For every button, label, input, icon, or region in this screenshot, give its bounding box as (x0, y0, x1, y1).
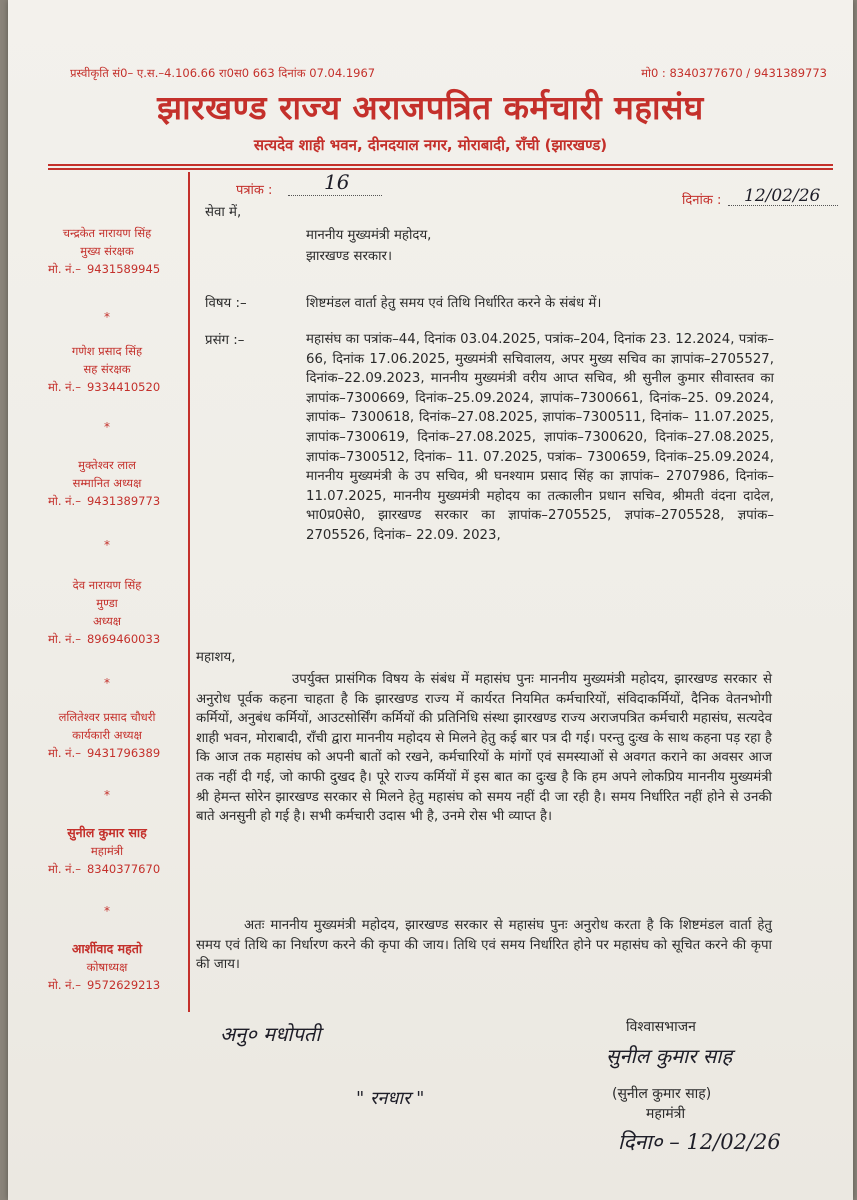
handwritten-signature: सुनील कुमार साह (606, 1044, 733, 1068)
member-phone: मो. नं.– 8340377670 (48, 862, 161, 876)
member-name: ललितेश्वर प्रसाद चौधरी (58, 710, 156, 724)
member-president (28, 576, 186, 648)
letter-date-value: 12/02/26 (744, 186, 821, 206)
member-chief-patron (28, 224, 186, 278)
member-working-president (28, 708, 186, 762)
subject-text: शिष्टमंडल वार्ता हेतु समय एवं तिथि निर्धारित करने के संबंध में। (306, 296, 602, 311)
reference-text: महासंघ का पत्रांक–44, दिनांक 03.04.2025, पत्रांक–204, दिनांक 23. 12.2024, पत्रांक–66, दिनांक 17.06.2025, मुख्यमंत्री सचिवालय, अपर मुख्य सचिव का ज्ञापांक–2705527, दिनांक–22.09.2023, माननीय मुख्यमंत्री वरीय आप्त सचिव, श्री सुनील कुमार सीवास्तव का ज्ञापांक–7300669, दिनांक–25.09.2024, ज्ञापांक–7300661, दिनांक–25. 09.2024, ज्ञापांक– 7300618, दिनांक–27.08.2025, ज्ञापांक–7300511, दिनांक– 11.07.2025, ज्ञापांक–7300619, दिनांक–27.08.2025, ज्ञापांक–7300620, दिनांक–27.08.2025, ज्ञापांक–7300512, दिनांक– 11. 07.2025, पत्रांक– 7300659, दिनांक–25.09.2024, माननीय मुख्यमंत्री के उप सचिव, श्री घनश्याम प्रसाद सिंह का ज्ञापांक– 2707986, दिनांक– 11.07.2025, माननीय मुख्यमंत्री महोदय का तत्कालीन प्रधान सचिव, श्रीमती वंदना दादेल, भा0प्र0से0, झारखण्ड सरकार का ज्ञापांक–2705525, ज्ञपांक–2705528, ज्ञपांक– 2705526, दिनांक– 22.09. 2023, (306, 332, 774, 543)
salutation: महाशय, (196, 650, 236, 665)
separator-star: * (104, 788, 110, 802)
member-name: मुक्तेश्वर लाल (78, 458, 136, 472)
member-role: सम्मानित अध्यक्ष (72, 476, 142, 490)
letter-date-label: दिनांक : (682, 193, 722, 208)
separator-star: * (104, 538, 110, 552)
member-role: सह संरक्षक (83, 362, 131, 376)
member-phone: मो. नं.– 9572629213 (48, 978, 161, 992)
member-role: कार्यकारी अध्यक्ष (72, 728, 142, 742)
member-phone: मो. नं.– 9334410520 (48, 380, 161, 394)
letter-page (8, 0, 853, 1200)
separator-star: * (104, 676, 110, 690)
member-phone: मो. नं.– 9431796389 (48, 746, 161, 760)
member-phone: मो. नं.– 8969460033 (48, 632, 161, 646)
reference-label: प्रसंग :– (205, 333, 245, 348)
member-name: आर्शीवाद महतो (71, 941, 143, 956)
member-role: अध्यक्ष (92, 614, 122, 628)
member-name: चन्द्रकेत नारायण सिंह (62, 226, 152, 240)
member-name: देव नारायण सिंह (72, 578, 142, 592)
member-phone: मो. नं.– 9431389773 (48, 494, 161, 508)
member-name-line2: मुण्डा (96, 596, 118, 610)
letter-ref-number: 16 (324, 170, 350, 194)
handwritten-note-left: अनु० मधोपती (220, 1022, 321, 1046)
header-divider-thin (48, 168, 833, 170)
separator-star: * (104, 420, 110, 434)
signatory-title: महामंत्री (646, 1106, 686, 1122)
separator-star: * (104, 310, 110, 324)
separator-star: * (104, 904, 110, 918)
organization-name: झारखण्ड राज्य अराजपत्रित कर्मचारी महासंघ (157, 88, 704, 127)
member-treasurer (28, 940, 186, 994)
body-paragraph-1: उपर्युक्त प्रासंगिक विषय के संबंध में महासंघ पुनः माननीय मुख्यमंत्री महोदय, झारखण्ड सरकार से अनुरोध पूर्वक कहना चाहता है कि झारखण्ड राज्य में कार्यरत नियमित कर्मचारियों, संविदाकर्मियों, दैनिक वेतनभोगी कर्मियों, अनुबंध कर्मियों, आउटसोर्सिंग कर्मियों की प्रतिनिधि संस्था झारखण्ड राज्य अराजपत्रित कर्मचारी महासंघ, सत्यदेव शाही भवन, मोराबादी, राँची द्वारा माननीय महोदय से मिलने हेतु कई बार पत्र दी गई। परन्तु दुःख के साथ कहना पड़ रहा है कि आज तक महासंघ को अपनी बातों को रखने, कर्मचारियों के मांगों एवं समस्याओं से अवगत कराने का अवसर आज तक नहीं दी गई, जो काफी दुखद है। पूरे राज्य कर्मियों में इस बात का दुःख है कि हम अपने लोकप्रिय माननीय मुख्यमंत्री श्री हेमन्त सोरेन झारखण्ड सरकार से मिलने हेतु महासंघ को समय नहीं दी जा रही है। समय निर्धारित नहीं होने से उनकी बाते अनसुनी हो गई है। सभी कर्मचारी उदास भी है, उनमे रोस भी व्याप्त है। (196, 672, 772, 825)
sidebar-divider (188, 172, 190, 1012)
header-divider (48, 164, 833, 166)
body-paragraph-2: अतः माननीय मुख्यमंत्री महोदय, झारखण्ड सरकार से महासंघ पुनः अनुरोध करता है कि शिष्टमंडल वार्ता हेतु समय एवं तिथि का निर्धारण करने की कृपा की जाय। तिथि एवं समय निर्धारित होने पर महासंघ को सूचित करने की कृपा की जाय। (196, 918, 772, 973)
signatory-name: (सुनील कुमार साह) (612, 1086, 712, 1102)
header-mobile: मो0 : 8340377670 / 9431389773 (641, 66, 827, 80)
member-role: कोषाध्यक्ष (86, 960, 128, 974)
addressee-line-2: झारखण्ड सरकार। (306, 249, 393, 264)
member-name: गणेश प्रसाद सिंह (71, 344, 143, 358)
member-role: महामंत्री (90, 844, 124, 858)
registration-number: प्रस्वीकृति सं0– ए.स.–4.106.66 रा0स0 663 दिनांक 07.04.1967 (70, 66, 376, 80)
handwritten-note-middle: " रनधार " (356, 1088, 425, 1109)
addressee-to: सेवा में, (205, 205, 242, 220)
member-honorary-president (28, 456, 186, 510)
member-general-secretary (28, 824, 186, 878)
closing: विश्वासभाजन (626, 1019, 696, 1035)
addressee-line-1: माननीय मुख्यमंत्री महोदय, (306, 228, 432, 243)
letter-ref-label: पत्रांक : (236, 183, 273, 198)
organization-address: सत्यदेव शाही भवन, दीनदयाल नगर, मोराबादी, राँची (झारखण्ड) (253, 136, 608, 154)
subject-label: विषय :– (205, 296, 247, 311)
member-co-patron (28, 342, 186, 396)
member-role: मुख्य संरक्षक (80, 244, 134, 258)
member-name: सुनील कुमार साह (67, 825, 147, 840)
handwritten-date: दिना० – 12/02/26 (618, 1130, 781, 1154)
member-phone: मो. नं.– 9431589945 (48, 262, 161, 276)
